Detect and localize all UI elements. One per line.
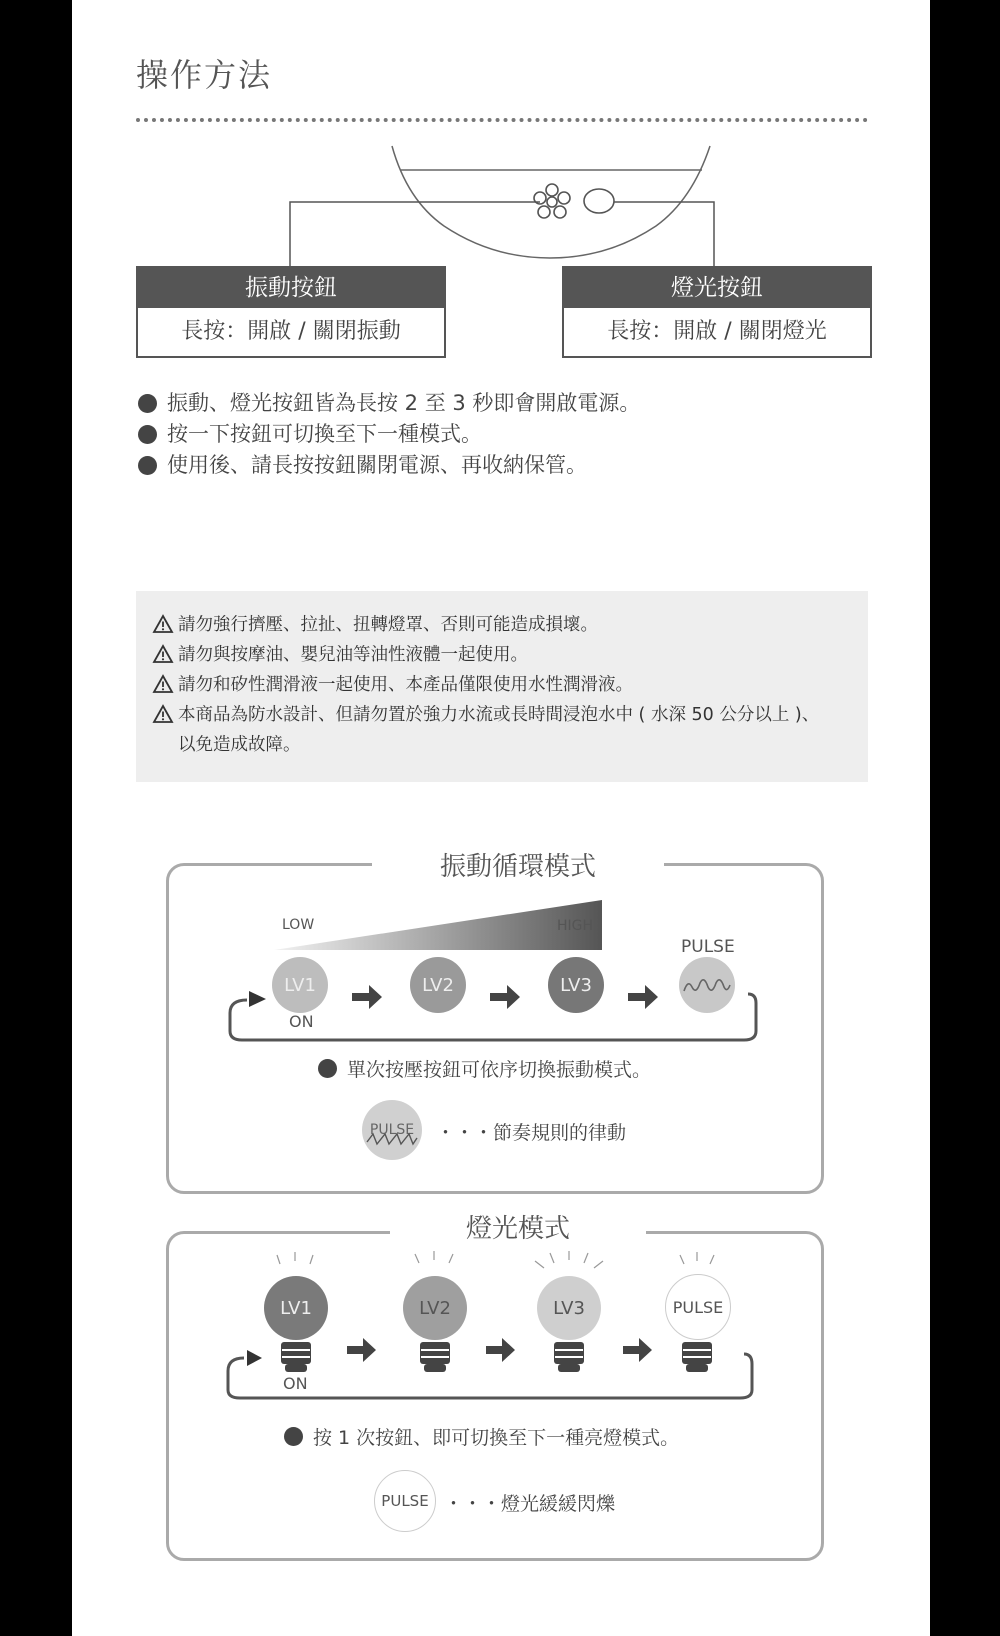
device-illustration (72, 140, 930, 270)
vibration-cycle-diagram (72, 895, 930, 1045)
next-arrow-icon (628, 985, 658, 1009)
bullet-dot (318, 1059, 337, 1078)
list-item-text: 振動、燈光按鈕皆為長按 2 至 3 秒即會開啟電源。 (167, 391, 641, 415)
warning-triangle-icon (152, 614, 174, 634)
warning-text: 以免造成故障。 (178, 735, 301, 755)
vibration-lv3: LV3 (548, 957, 604, 1013)
list-item-text: 使用後、請長按按鈕關閉電源、再收納保管。 (167, 453, 587, 477)
light-pulse-legend-icon: PULSE (374, 1470, 436, 1532)
vibration-lv2: LV2 (410, 957, 466, 1013)
warning-triangle-icon (152, 644, 174, 664)
bullet-dot (138, 456, 157, 475)
light-button-heading: 燈光按鈕 (564, 268, 870, 308)
warning-text: 本商品為防水設計、但請勿置於強力水流或長時間浸泡水中 ( 水深 50 公分以上 )、 (178, 705, 820, 725)
warning-item (152, 641, 528, 666)
bullet-dot (284, 1427, 303, 1446)
light-button-desc: 長按：開啟 / 關閉燈光 (607, 319, 827, 344)
high-label: HIGH (557, 918, 594, 934)
vibration-lv1: LV1 (272, 957, 328, 1013)
list-item (138, 388, 640, 419)
pulse-legend-label: PULSE (369, 1122, 415, 1138)
loop-arrow-icon (247, 1350, 262, 1366)
pulse-wave-icon (365, 1130, 419, 1148)
vibration-note (318, 1055, 651, 1082)
manual-page (72, 0, 930, 1636)
pulse-wave-icon (682, 973, 732, 997)
light-on-label: ON (283, 1374, 308, 1393)
next-arrow-icon (352, 985, 382, 1009)
light-mode-title: 燈光模式 (390, 1208, 646, 1245)
light-button-icon (584, 189, 614, 213)
vibration-on-label: ON (289, 1012, 314, 1031)
vibration-button-desc: 長按：開啟 / 關閉振動 (181, 319, 401, 344)
vibration-pulse-circle (679, 957, 735, 1013)
flower-icon (534, 184, 570, 218)
light-note-text: 按 1 次按鈕、即可切換至下一種亮燈模式。 (313, 1427, 680, 1449)
vibration-button-box (136, 266, 446, 358)
bullet-dot (138, 425, 157, 444)
list-item (138, 450, 640, 481)
pulse-legend-icon (362, 1100, 422, 1160)
warning-item (152, 611, 598, 636)
intensity-ramp (274, 900, 602, 950)
warning-triangle-icon (152, 674, 174, 694)
pulse-label: PULSE (681, 937, 735, 957)
bulb-pulse: PULSE (665, 1274, 731, 1340)
dotted-divider (136, 118, 868, 122)
page-title: 操作方法 (136, 56, 273, 94)
warning-text: 請勿強行擠壓、拉扯、扭轉燈罩、否則可能造成損壞。 (178, 615, 598, 635)
bulb-lv1: LV1 (264, 1276, 328, 1340)
light-cycle-diagram (72, 1250, 930, 1410)
next-arrow-icon (490, 985, 520, 1009)
vibration-legend-text: ・・・節奏規則的律動 (436, 1122, 627, 1144)
next-arrow-icon (347, 1338, 376, 1362)
bullet-dot (138, 394, 157, 413)
light-legend-text: ・・・燈光緩緩閃爍 (444, 1493, 616, 1515)
warning-triangle-icon (152, 704, 174, 724)
vibration-note-text: 單次按壓按鈕可依序切換振動模式。 (347, 1059, 652, 1081)
low-label: LOW (282, 917, 315, 933)
warning-text: 請勿和矽性潤滑液一起使用、本產品僅限使用水性潤滑液。 (178, 675, 633, 695)
vibration-mode-title: 振動循環模式 (372, 846, 664, 883)
light-note (284, 1423, 679, 1450)
next-arrow-icon (623, 1338, 652, 1362)
bulb-lv2: LV2 (403, 1276, 467, 1340)
loop-arrow-icon (249, 991, 266, 1007)
warning-item (152, 701, 819, 726)
vibration-button-heading: 振動按鈕 (138, 268, 444, 308)
next-arrow-icon (486, 1338, 515, 1362)
warning-item (152, 671, 633, 696)
bulb-lv3: LV3 (537, 1276, 601, 1340)
list-item-text: 按一下按鈕可切換至下一種模式。 (167, 422, 482, 446)
warning-text: 請勿與按摩油、嬰兒油等油性液體一起使用。 (178, 645, 528, 665)
light-button-box (562, 266, 872, 358)
warning-item-continued (178, 731, 301, 756)
list-item (138, 419, 640, 450)
instruction-list (138, 388, 640, 481)
light-rays (277, 1251, 714, 1268)
warning-panel (136, 591, 868, 782)
